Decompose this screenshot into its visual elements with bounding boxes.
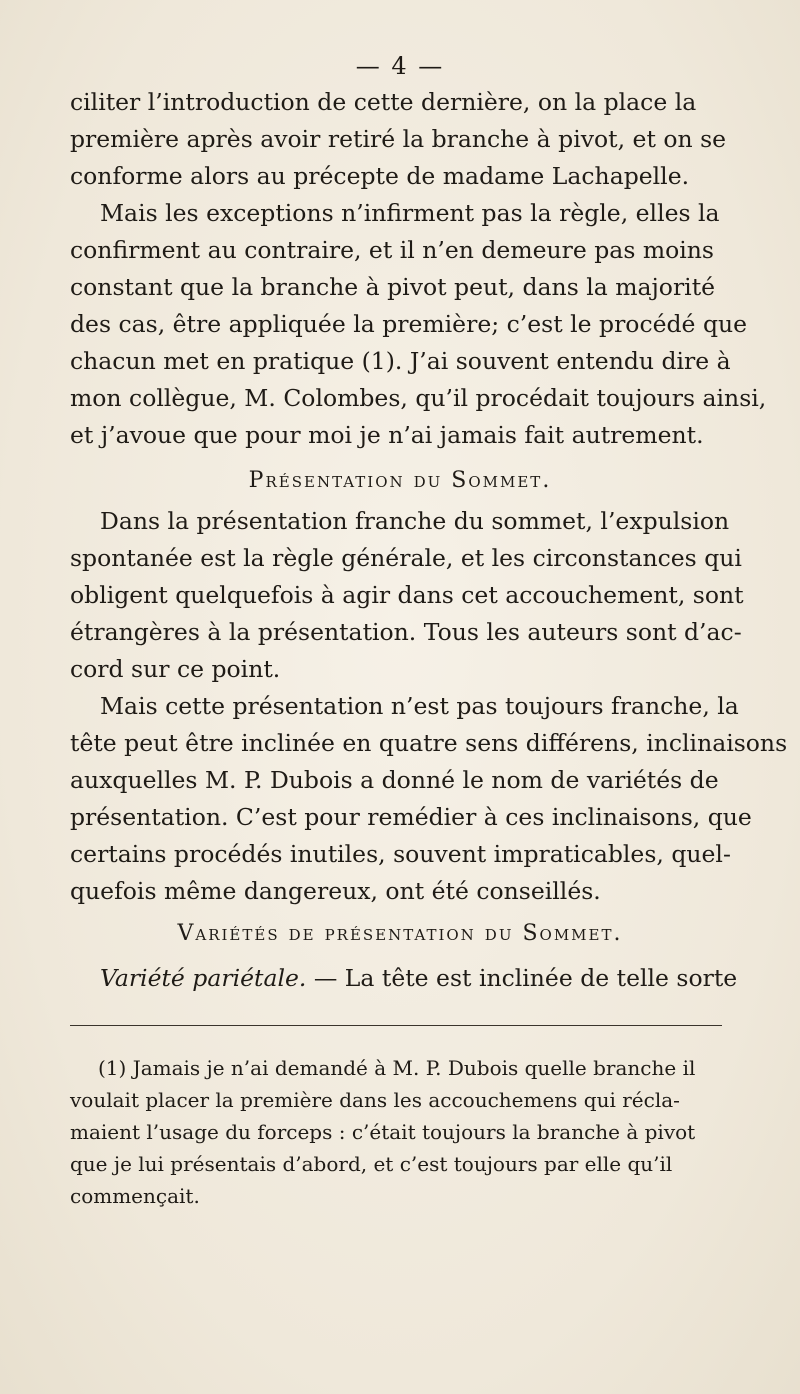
text-line: confirment au contraire, et il n’en demeure pas moins	[70, 236, 714, 264]
text-line: Mais les exceptions n’infirment pas la règle, elles la	[100, 199, 720, 227]
text-line: des cas, être appliquée la première; c’est le procédé que	[70, 310, 748, 338]
text-line: ciliter l’introduction de cette dernière, on la place la	[70, 88, 697, 116]
paragraph-2	[70, 195, 767, 454]
text-line: constant que la branche à pivot peut, dans la majorité	[70, 273, 716, 301]
footnote-line: voulait placer la première dans les accouchemens qui récla-	[70, 1088, 680, 1112]
text-line: et j’avoue que pour moi je n’ai jamais fait autrement.	[70, 421, 704, 449]
text-line: étrangères à la présentation. Tous les auteurs sont d’ac-	[70, 618, 742, 646]
section-heading-varietes: Variétés de présentation du Sommet.	[177, 921, 623, 946]
footnote	[70, 1052, 720, 1212]
variety-description: — La tête est inclinée de telle sorte	[306, 964, 738, 992]
text-line: chacun met en pratique (1). J’ai souvent entendu dire à	[70, 347, 731, 375]
text-line: mon collègue, M. Colombes, qu’il procédait toujours ainsi,	[70, 384, 767, 412]
page-number: — 4 —	[355, 52, 445, 80]
text-line: tête peut être inclinée en quatre sens différens, inclinaisons	[70, 729, 788, 757]
text-line: présentation. C’est pour remédier à ces inclinaisons, que	[70, 803, 752, 831]
text-line: Mais cette présentation n’est pas toujours franche, la	[100, 692, 739, 720]
text-line: certains procédés inutiles, souvent impraticables, quel-	[70, 840, 731, 868]
text-line: cord sur ce point.	[70, 655, 281, 683]
footnote-line: que je lui présentais d’abord, et c’est toujours par elle qu’il	[70, 1152, 673, 1176]
paragraph-5	[70, 960, 738, 997]
text-line: auxquelles M. P. Dubois a donné le nom de variétés de	[70, 766, 719, 794]
text-line: Dans la présentation franche du sommet, l’expulsion	[100, 507, 730, 535]
text-line: première après avoir retiré la branche à pivot, et on se	[70, 125, 727, 153]
footnote-divider	[70, 1025, 722, 1026]
footnote-line: maient l’usage du forceps : c’était toujours la branche à pivot	[70, 1120, 696, 1144]
text-line	[70, 960, 738, 997]
text-line: obligent quelquefois à agir dans cet accouchement, sont	[70, 581, 744, 609]
text-line: spontanée est la règle générale, et les circonstances qui	[70, 544, 742, 572]
section-heading-presentation-sommet: Présentation du Sommet.	[248, 468, 552, 493]
paragraph-4	[70, 688, 788, 910]
footnote-line: (1) Jamais je n’ai demandé à M. P. Dubois quelle branche il	[98, 1056, 696, 1080]
footnote-line: commençait.	[70, 1184, 200, 1208]
paragraph-3	[70, 503, 744, 688]
text-line: quefois même dangereux, ont été conseillés.	[70, 877, 601, 905]
variety-name: Variété pariétale.	[100, 964, 307, 992]
text-line: conforme alors au précepte de madame Lachapelle.	[70, 162, 690, 190]
paragraph-1	[70, 84, 727, 195]
